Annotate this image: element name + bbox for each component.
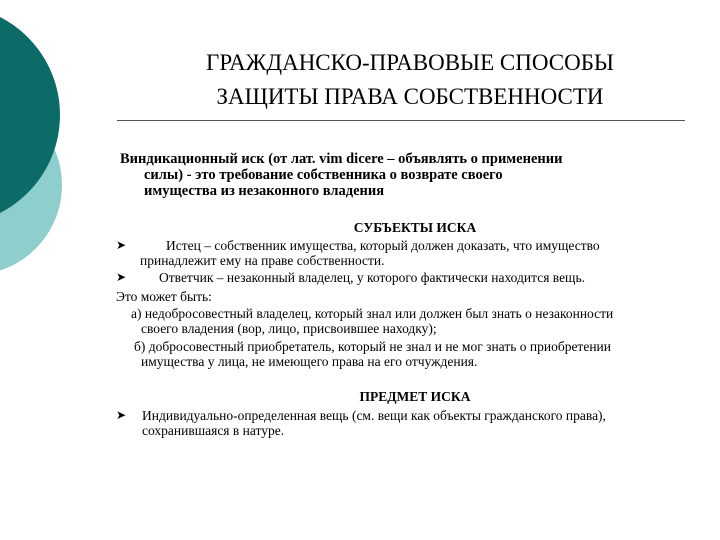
plaintiff-line-2: принадлежит ему на праве собственности. bbox=[140, 253, 385, 268]
defendant-text: Ответчик – незаконный владелец, у которого фактически находится вещь. bbox=[159, 270, 585, 285]
option-a-line-2: своего владения (вор, лицо, присвоившее находку); bbox=[141, 321, 437, 336]
arrow-bullet-icon: ➤ bbox=[116, 408, 127, 422]
title-line-2: ЗАЩИТЫ ПРАВА СОБСТВЕННОСТИ bbox=[216, 84, 604, 109]
definition-line-2: силы) - это требование собственника о возврате своего bbox=[144, 167, 503, 183]
arrow-bullet-icon: ➤ bbox=[116, 270, 127, 284]
option-a-line-1: а) недобросовестный владелец, который знал или должен был знать о незаконности bbox=[131, 306, 614, 321]
subject-heading: ПРЕДМЕТ ИСКА bbox=[359, 389, 471, 404]
subjects-heading: СУБЪЕКТЫ ИСКА bbox=[353, 220, 477, 235]
may-be-label: Это может быть: bbox=[116, 289, 212, 304]
option-b-line-1: б) добросовестный приобретатель, который не знал и не мог знать о приобретении bbox=[134, 339, 612, 354]
subject-item-line-1: Индивидуально-определенная вещь (см. вещи как объекты гражданского права), bbox=[142, 408, 606, 423]
subject-item-line-2: сохранившаяся в натуре. bbox=[142, 423, 285, 438]
plaintiff-line-1: Истец – собственник имущества, который должен доказать, что имущество bbox=[166, 238, 600, 253]
definition-line-1: Виндикационный иск (от лат. vim dicere – объявлять о применении bbox=[120, 151, 563, 167]
option-b-line-2: имущества у лица, не имеющего права на его отчуждения. bbox=[141, 354, 478, 369]
title-line-1: ГРАЖДАНСКО-ПРАВОВЫЕ СПОСОБЫ bbox=[206, 50, 614, 75]
decorative-circles bbox=[0, 0, 140, 300]
page-title bbox=[110, 46, 710, 114]
definition-line-3: имущества из незаконного владения bbox=[144, 183, 385, 199]
definition-block bbox=[120, 151, 680, 199]
title-divider bbox=[117, 120, 685, 121]
arrow-bullet-icon: ➤ bbox=[116, 238, 127, 252]
